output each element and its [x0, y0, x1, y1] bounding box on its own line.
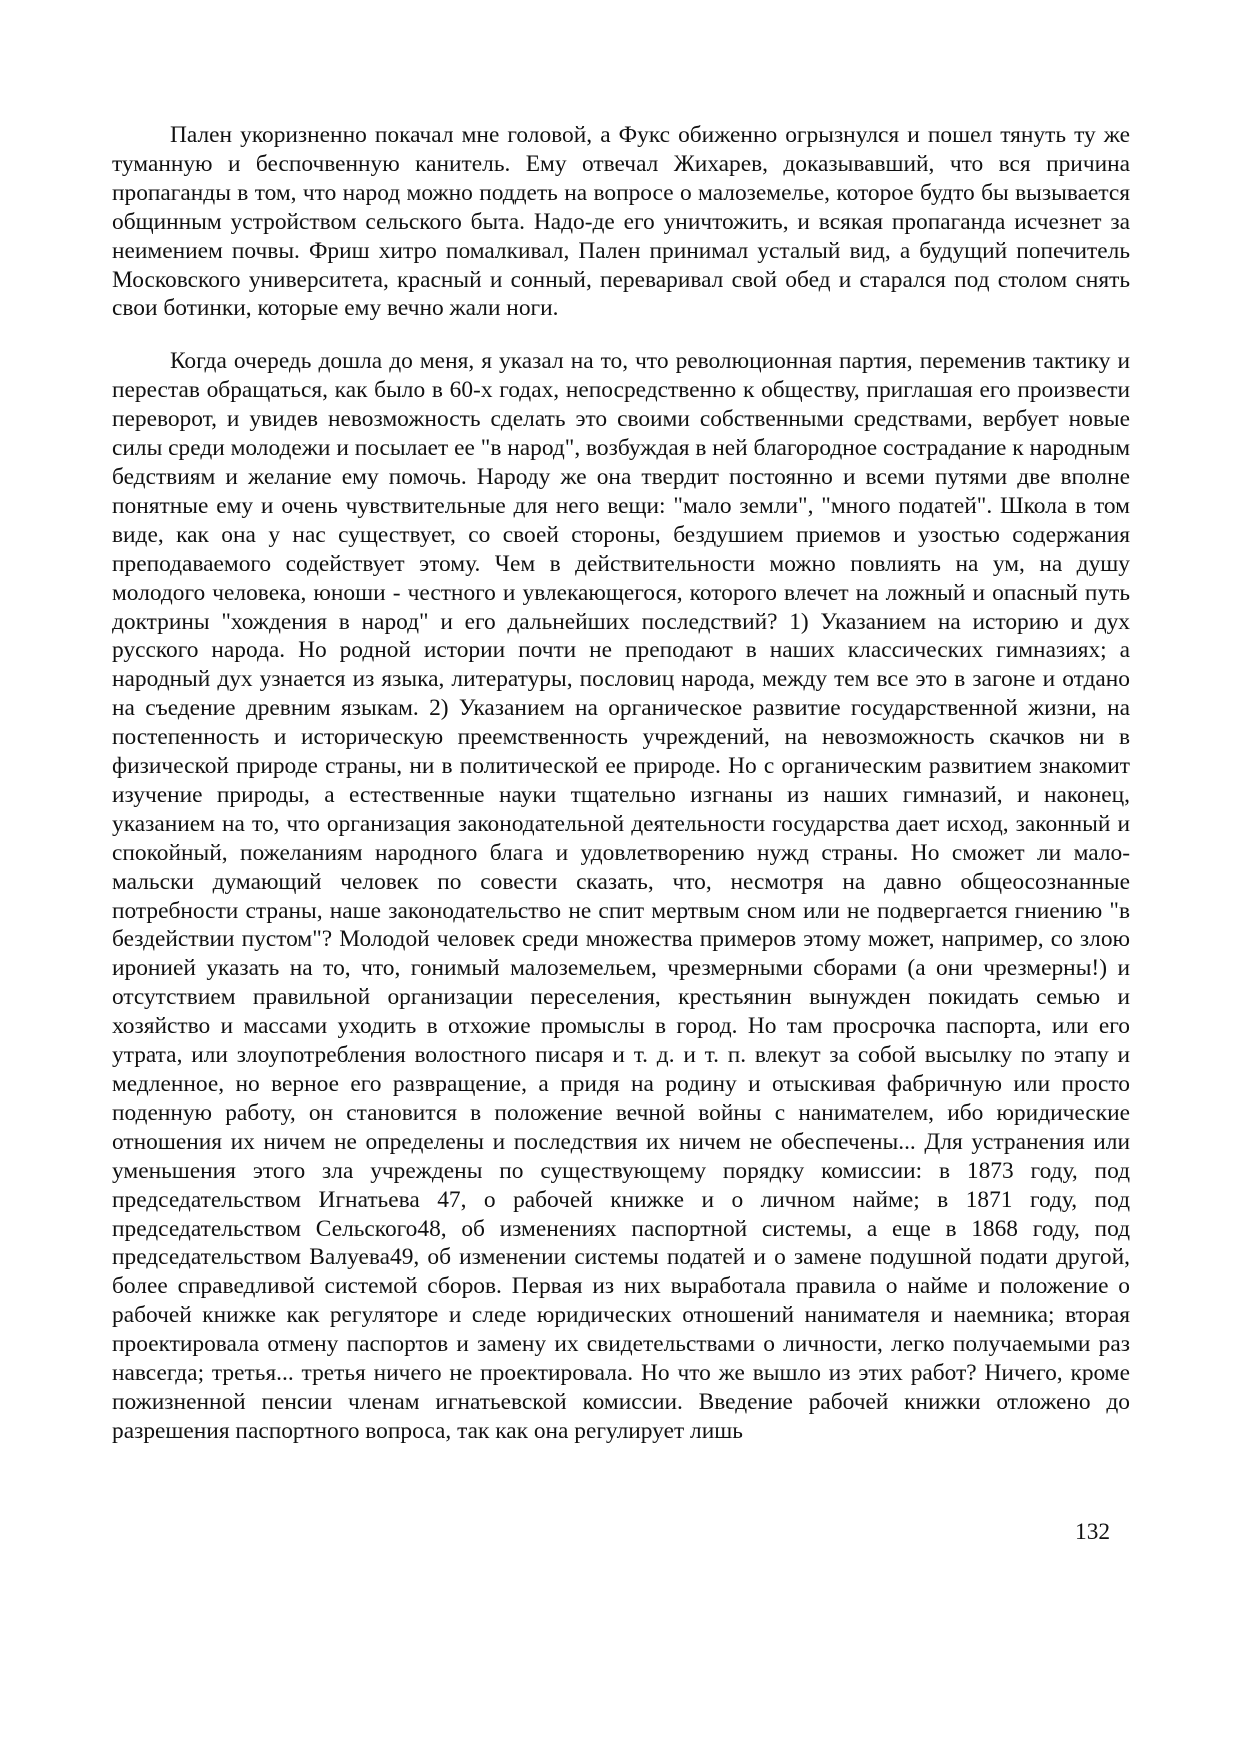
paragraph: Пален укоризненно покачал мне головой, а Фукс обиженно огрызнулся и пошел тянуть ту же туманную и беспочвенную канитель. Ему отвечал Жихарев, доказывавший, что вся причина пропаганды в том, что народ можно поддеть на вопросе о малоземелье, которое будто бы вызывается общинным устройством сельского быта. Надо-де его уничтожить, и всякая пропаганда исчезнет за неимением почвы. Фриш хитро помалкивал, Пален принимал усталый вид, а будущий попечитель Московского университета, красный и сонный, переваривал свой обед и старался под столом снять свои ботинки, которые ему вечно жали ноги. [112, 122, 1130, 322]
body-text [112, 121, 1130, 1446]
page-number: 132 [1075, 1519, 1111, 1545]
paragraph: Когда очередь дошла до меня, я указал на то, что революционная партия, переменив тактику и перестав обращаться, как было в 60-х годах, непосредственно к обществу, приглашая его произвести переворот, и увидев невозможность сделать это своими собственными средствами, вербует новые силы среди молодежи и посылает ее "в народ", возбуждая в ней благородное сострадание к народным бедствиям и желание ему помочь. Народу же она твердит постоянно и всеми путями две вполне понятные ему и очень чувствительные для него вещи: "мало земли", "много податей". Школа в том виде, как она у нас существует, со своей стороны, бездушием приемов и узостью содержания преподаваемого содействует этому. Чем в действительности можно повлиять на ум, на душу молодого человека, юноши - честного и увлекающегося, которого влечет на ложный и опасный путь доктрины "хождения в народ" и его дальнейших последствий? 1) Указанием на историю и дух русского народа. Но родной истории почти не преподают в наших классических гимназиях; а народный дух узнается из языка, литературы, пословиц народа, между тем все это в загоне и отдано на съедение древним языкам. 2) Указанием на органическое развитие государственной жизни, на постепенность и историческую преемственность учреждений, на невозможность скачков ни в физической природе страны, ни в политической ее природе. Но с органическим развитием знакомит изучение природы, а естественные науки тщательно изгнаны из наших гимназий, и наконец, указанием на то, что организация законодательной деятельности государства дает исход, законный и спокойный, пожеланиям народного блага и удовлетворению нужд страны. Но сможет ли мало-мальски думающий человек по совести сказать, что, несмотря на давно общеосознанные потребности страны, наше законодательство не спит мертвым сном или не подвергается гниению "в бездействии пустом"? Молодой человек среди множества примеров этому может, например, со злою иронией указать на то, что, гонимый малоземельем, чрезмерными сборами (а они чрезмерны!) и отсутствием правильной организации переселения, крестьянин вынужден покидать семью и хозяйство и массами уходить в отхожие промыслы в город. Но там просрочка паспорта, или его утрата, или злоупотребления волостного писаря и т. д. и т. п. влекут за собой высылку по этапу и медленное, но верное его развращение, а придя на родину и отыскивая фабричную или просто поденную работу, он становится в положение вечной войны с нанимателем, ибо юридические отношения их ничем не определены и последствия их ничем не обеспечены... Для устранения или уменьшения этого зла учреждены по существующему порядку комиссии: в 1873 году, под председательством Игнатьева 47, о рабочей книжке и о личном найме; в 1871 году, под председательством Сельского48, об изменениях паспортной системы, а еще в 1868 году, под председательством Валуева49, об изменении системы податей и о замене подушной подати другой, более справедливой системой сборов. Первая из них выработала правила о найме и положение о рабочей книжке как регуляторе и следе юридических отношений нанимателя и наемника; вторая проектировала отмену паспортов и замену их свидетельствами о личности, легко получаемыми раз навсегда; третья... третья ничего не проектировала. Но что же вышло из этих работ? Ничего, кроме пожизненной пенсии членам игнатьевской комиссии. Введение рабочей книжки отложено до разрешения паспортного вопроса, так как она регулирует лишь [112, 348, 1130, 1444]
